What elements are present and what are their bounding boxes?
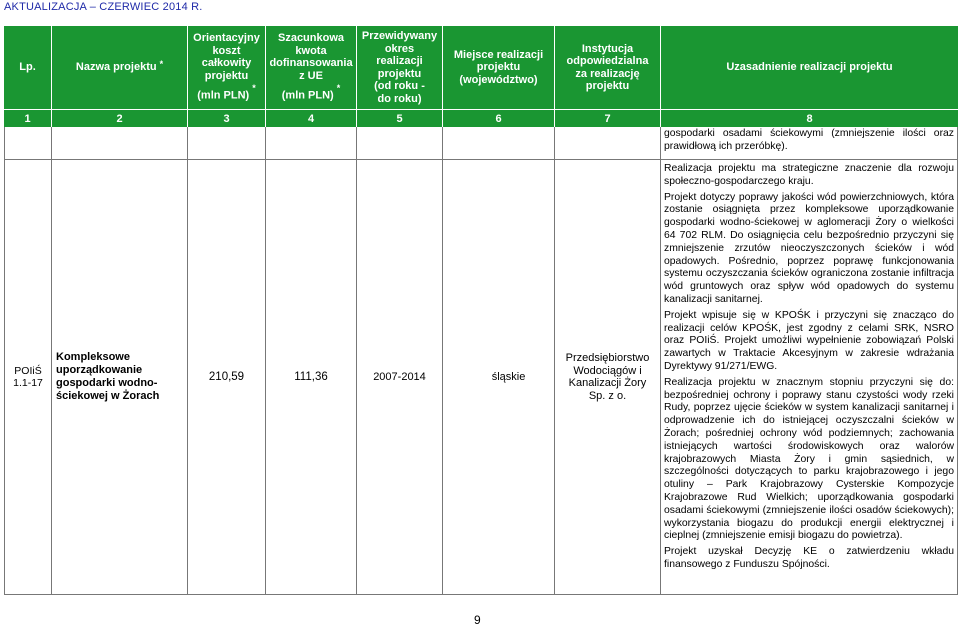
header-lp-text: Lp. xyxy=(19,61,36,74)
row-lp-text: POIiŚ 1.1-17 xyxy=(13,365,43,389)
header-cost-line3: całkowity xyxy=(201,57,252,70)
row-period xyxy=(357,160,442,594)
header-cost-unit: (mln PLN) xyxy=(197,90,250,103)
column-number-6: 6 xyxy=(443,110,554,127)
row-lp xyxy=(6,160,50,594)
row-period-text: 2007-2014 xyxy=(373,371,426,383)
continued-justification: gospodarki osadami ściekowymi (zmniejszenie ilości oraz prawidłową ich przeróbkę). xyxy=(664,128,954,152)
column-number-4: 4 xyxy=(266,110,356,127)
justification-paragraph: Projekt uzyskał Decyzję KE o zatwierdzeniu wkładu finansowego z Funduszu Spójności. xyxy=(664,546,954,570)
grid-line xyxy=(660,127,661,595)
row-institution-text: Przedsiębiorstwo Wodociągów i Kanalizacji Żory Sp. z o. xyxy=(565,352,650,402)
row-eu-funding xyxy=(266,160,356,594)
justification-paragraph: Realizacja projektu ma strategiczne znaczenie dla rozwoju społeczno-gospodarczego kraju. xyxy=(664,163,954,187)
grid-line xyxy=(957,127,958,595)
row-eu-funding-text: 111,36 xyxy=(294,371,328,383)
header-period-line4: projektu xyxy=(377,67,422,80)
row-institution xyxy=(555,160,660,594)
header-eu-line1: Szacunkowa xyxy=(277,32,345,45)
justification-paragraph: Projekt dotyczy poprawy jakości wód powierzchniowych, która zostanie osiągnięta przez kompleksowe uporządkowanie gospodarki wodno-ściekowej w aglomeracji Żory o wielkości 64 702 RLM. Do osiągnięcia celu bezpośrednio przyczyni się zmniejszenie zrzutów nieoczyszczonych ścieków i wód opadowych. Pośrednio, poprzez poprawę funkcjonowania systemu oczyszczania ścieków ograniczona zostanie infiltracja wód gruntowych oraz spływ wód opadowych do systemu kanalizacji sanitarnej. xyxy=(664,191,954,305)
row-location xyxy=(443,160,554,594)
grid-line xyxy=(4,127,5,595)
header-institution-line1: Instytucja xyxy=(581,42,634,55)
header-eu-unit: (mln PLN) xyxy=(281,90,334,103)
column-number-1: 1 xyxy=(4,110,51,127)
header-eu-line4: z UE xyxy=(299,69,323,82)
row-project-name-text: Kompleksowe uporządkowanie gospodarki wodno-ściekowej w Żorach xyxy=(56,351,160,402)
header-cost-line2: koszt xyxy=(212,44,241,57)
row-justification xyxy=(664,163,954,593)
header-eu-asterisk: * xyxy=(336,83,341,94)
header-location-line3: (województwo) xyxy=(459,73,538,86)
header-period xyxy=(357,26,442,109)
header-location xyxy=(443,26,554,109)
header-cost-line1: Orientacyjny xyxy=(193,32,260,45)
justification-paragraph: Realizacja projektu w znacznym stopniu przyczyni się do: bezpośredniej ochrony i poprawy stanu czystości wody rzeki Rudy, poprzez ujęcie ścieków w system kanalizacji sanitarnej i odprowadzenie ich do istniejącej oczyszczalni ścieków w Żorach; pośredniej ochrony wód podziemnych; zachowania istniejących wartości środowiskowych oraz walorów krajobrazowych Miasta Żory i gmin sąsiednich, w szczególności dotyczących to parku krajobrazowego i jego otuliny – Park Krajobrazowy Cysterskie Kompozycje Krajobrazowe Rud Wielkich; uporządkowania gospodarki osadami ściekowymi (zmniejszenie ilości osadów ściekowych); wykorzystania biogazu do produkcji energii elektrycznej i cieplnej (zmniejszenie emisji biogazu do powietrza). xyxy=(664,376,954,542)
header-location-line2: projektu xyxy=(476,61,521,74)
grid-line xyxy=(51,127,52,595)
row-location-text: śląskie xyxy=(491,371,526,383)
header-period-line2: okres xyxy=(384,42,415,55)
grid-line xyxy=(4,594,958,595)
header-justification xyxy=(661,26,958,109)
justification-paragraph: Projekt wpisuje się w KPOŚK i przyczyni się znacząco do realizacji celów KPOŚK, jest zgodny z celami SRK, NSRO oraz POIiŚ. Projekt umożliwi wypełnienie zobowiązań Polski zawartych w Traktacie Akcesyjnym w zakresie wdrażania Dyrektywy 91/271/EWG. xyxy=(664,309,954,372)
header-period-line6: do roku) xyxy=(377,92,422,105)
header-cost-asterisk: * xyxy=(252,83,256,94)
header-cost xyxy=(188,26,265,109)
header-institution-line3: za realizację xyxy=(575,67,640,80)
row-cost-text: 210,59 xyxy=(208,371,245,383)
header-institution xyxy=(555,26,660,109)
header-institution-line2: odpowiedzialna xyxy=(566,55,649,67)
header-eu-funding xyxy=(266,26,356,109)
header-eu-line2: kwota xyxy=(295,44,327,57)
page-number: 9 xyxy=(474,613,481,627)
header-period-line1: Przewidywany xyxy=(361,30,438,42)
header-period-line5: (od roku - xyxy=(374,80,425,92)
header-period-line3: realizacji xyxy=(376,55,423,67)
header-institution-line4: projektu xyxy=(585,80,630,92)
column-number-7: 7 xyxy=(555,110,660,127)
header-name-text: Nazwa projektu xyxy=(75,61,157,74)
row-project-name xyxy=(56,160,184,594)
header-justification-text: Uzasadnienie realizacji projektu xyxy=(726,61,893,74)
header-name xyxy=(52,26,187,109)
column-number-5: 5 xyxy=(357,110,442,127)
column-number-8: 8 xyxy=(661,110,958,127)
header-name-asterisk: * xyxy=(159,59,164,70)
column-number-2: 2 xyxy=(52,110,187,127)
column-number-3: 3 xyxy=(188,110,265,127)
projects-table xyxy=(4,26,958,595)
header-eu-line3: dofinansowania xyxy=(269,57,353,70)
header-location-line1: Miejsce realizacji xyxy=(453,48,544,61)
document-banner: AKTUALIZACJA – CZERWIEC 2014 R. xyxy=(4,1,203,13)
header-cost-line4: projektu xyxy=(204,69,249,82)
header-lp xyxy=(4,26,51,109)
row-cost xyxy=(188,160,265,594)
